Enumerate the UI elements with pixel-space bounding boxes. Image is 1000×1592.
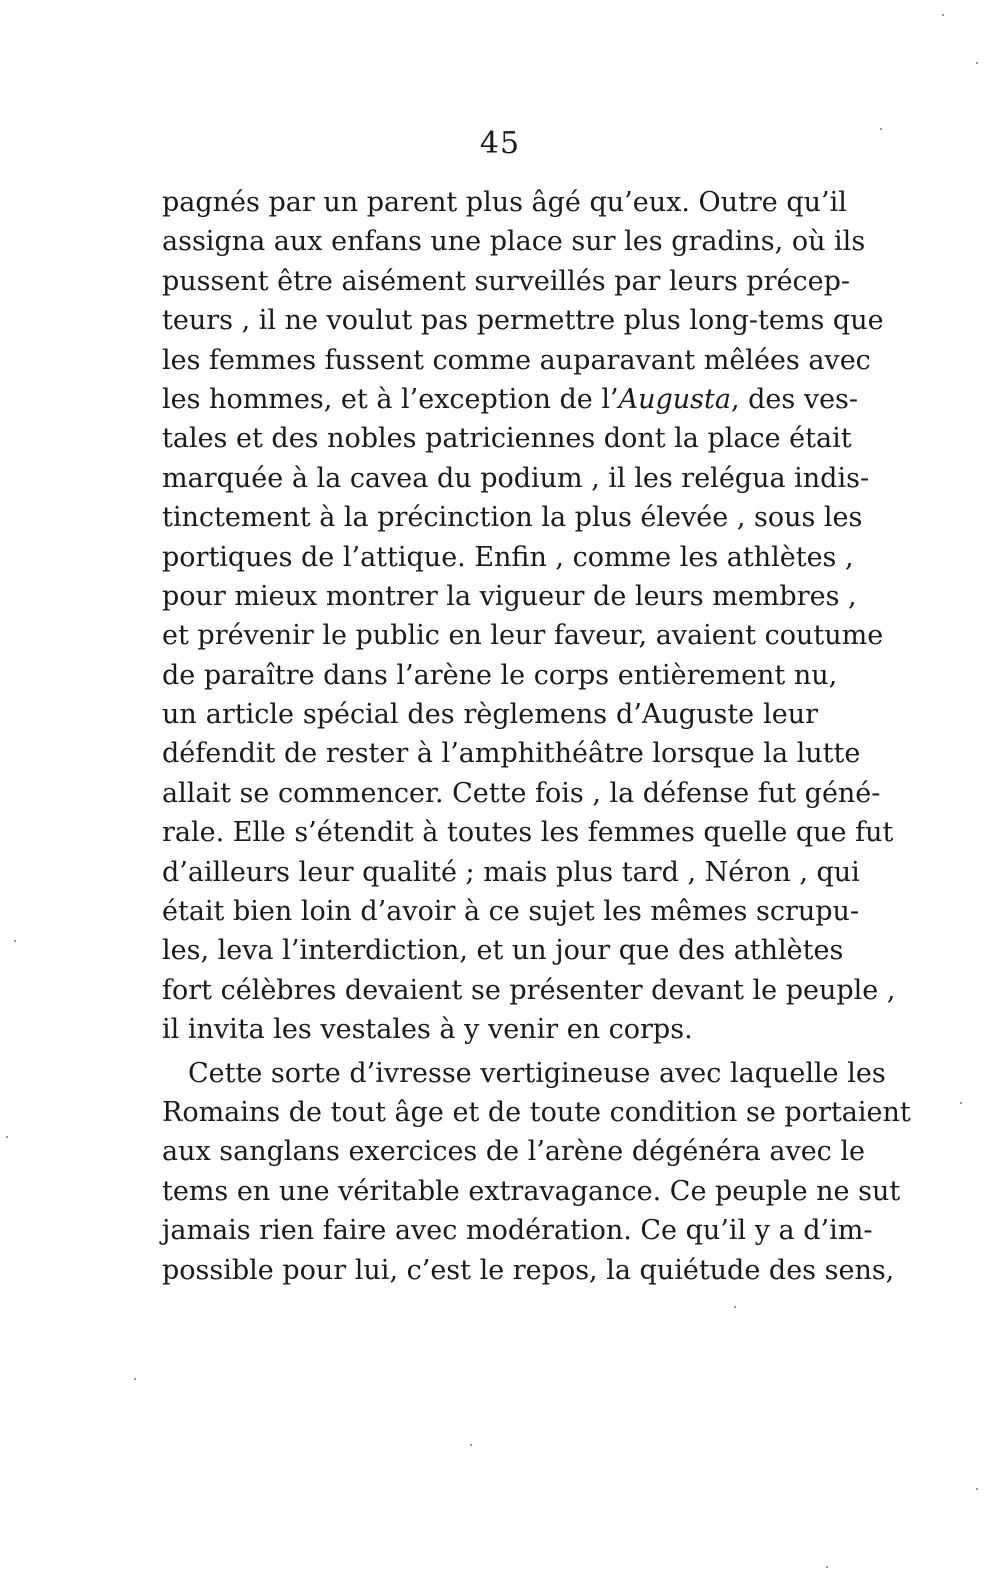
text-line: Romains de tout âge et de toute condition se portaient bbox=[162, 1096, 911, 1128]
text-line: teurs , il ne voulut pas permettre plus long-tems que bbox=[162, 305, 884, 337]
page-number: 45 bbox=[479, 126, 521, 161]
text-line: jamais rien faire avec modération. Ce qu’il y a d’im- bbox=[162, 1215, 873, 1247]
text-line: pussent être aisément surveillés par leurs précep- bbox=[162, 265, 851, 297]
text-line: tinctement à la précinction la plus élevée , sous les bbox=[162, 502, 863, 534]
scan-speck bbox=[470, 1444, 472, 1446]
text-segment: les hommes, et à l’exception de l’ bbox=[162, 383, 619, 415]
text-line-with-italic bbox=[162, 380, 859, 419]
text-segment: , des ves- bbox=[730, 383, 859, 415]
text-line: allait se commencer. Cette fois , la défense fut géné- bbox=[162, 777, 881, 809]
text-line: un article spécial des règlemens d’Auguste leur bbox=[162, 699, 818, 731]
text-line: fort célèbres devaient se présenter devant le peuple , bbox=[162, 974, 896, 1006]
scan-speck bbox=[960, 1102, 962, 1104]
text-line: possible pour lui, c’est le repos, la quiétude des sens, bbox=[162, 1254, 895, 1286]
text-line: les femmes fussent comme auparavant mêlées avec bbox=[162, 344, 871, 376]
text-line: pagnés par un parent plus âgé qu’eux. Outre qu’il bbox=[162, 187, 847, 218]
text-line: était bien loin d’avoir à ce sujet les mêmes scrupu- bbox=[162, 896, 860, 928]
text-line: tems en une véritable extravagance. Ce peuple ne sut bbox=[162, 1175, 901, 1207]
scan-speck bbox=[14, 940, 16, 942]
scan-speck bbox=[942, 14, 944, 16]
text-line: pour mieux montrer la vigueur de leurs membres , bbox=[162, 580, 857, 612]
body-text bbox=[162, 183, 911, 1290]
scan-speck bbox=[976, 62, 978, 64]
text-line: rale. Elle s’étendit à toutes les femmes quelle que fut bbox=[162, 817, 894, 849]
text-line: et prévenir le public en leur faveur, avaient coutume bbox=[162, 620, 884, 652]
scan-speck bbox=[976, 1488, 978, 1490]
text-line: il invita les vestales à y venir en corps. bbox=[162, 1014, 693, 1046]
scan-speck bbox=[134, 1378, 136, 1380]
text-line: défendit de rester à l’amphithéâtre lorsque la lutte bbox=[162, 738, 861, 770]
scan-speck bbox=[6, 1136, 8, 1138]
text-line: portiques de l’attique. Enfin , comme les athlètes , bbox=[162, 541, 854, 573]
italic-word: Augusta bbox=[618, 383, 731, 415]
text-line: d’ailleurs leur qualité ; mais plus tard , Néron , qui bbox=[162, 856, 860, 888]
scan-speck bbox=[734, 1306, 736, 1308]
scan-speck bbox=[826, 1566, 828, 1568]
text-line: les, leva l’interdiction, et un jour que des athlètes bbox=[162, 935, 844, 967]
text-line: aux sanglans exercices de l’arène dégénéra avec le bbox=[162, 1136, 865, 1168]
text-line: marquée à la cavea du podium , il les relégua indis- bbox=[162, 462, 870, 494]
text-line: Cette sorte d’ivresse vertigineuse avec laquelle les bbox=[188, 1057, 886, 1089]
text-line: de paraître dans l’arène le corps entièrement nu, bbox=[162, 659, 838, 691]
scan-speck bbox=[880, 128, 882, 130]
text-line: tales et des nobles patriciennes dont la place était bbox=[162, 423, 852, 455]
text-line: assigna aux enfans une place sur les gradins, où ils bbox=[162, 226, 866, 258]
